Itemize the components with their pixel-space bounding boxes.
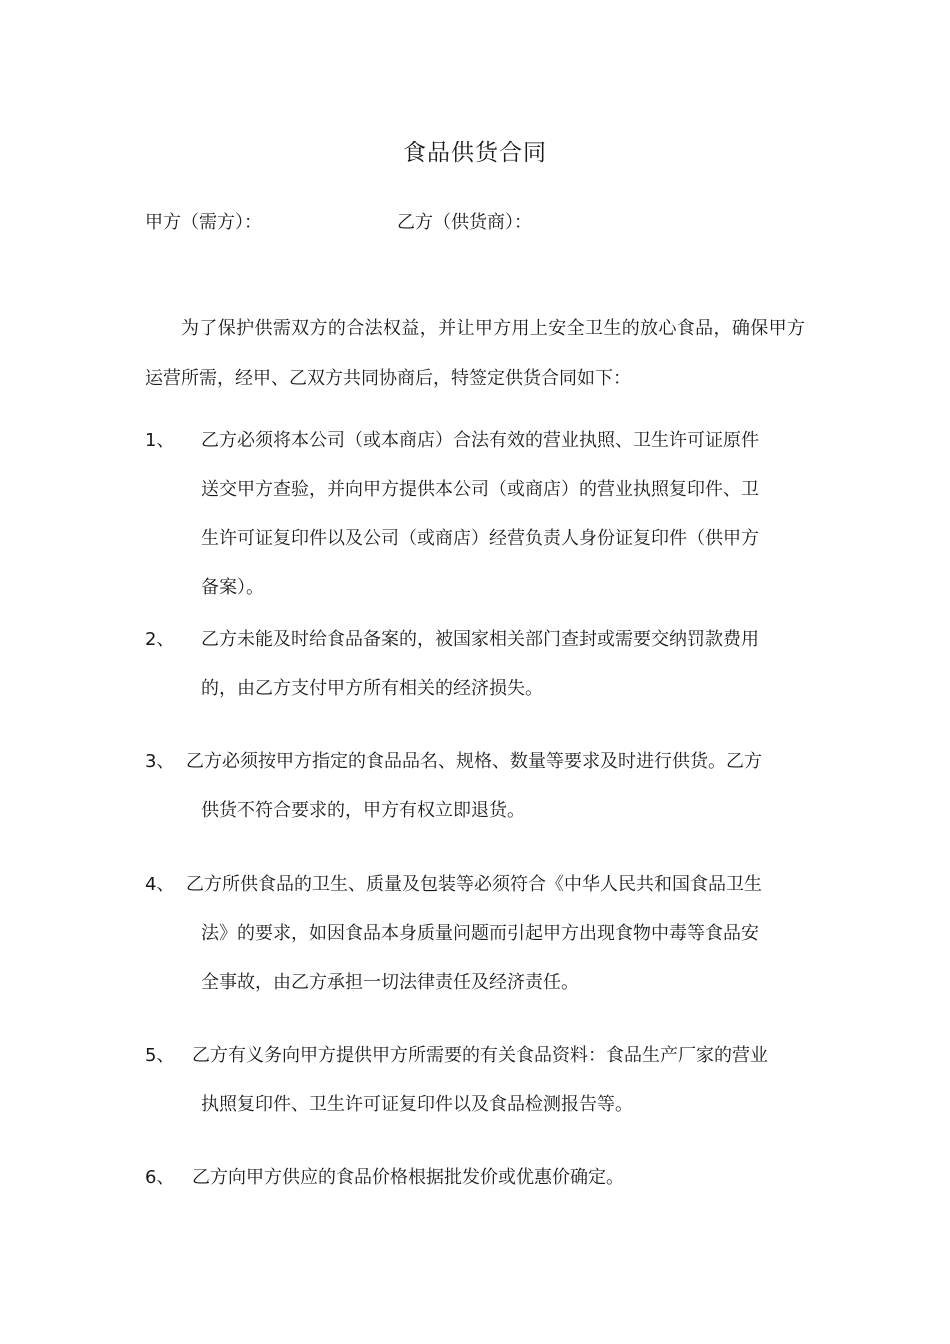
clause-number: 1、 — [145, 430, 175, 451]
clause-number: 3、 — [145, 751, 175, 772]
clause-1 — [145, 416, 810, 612]
clause-body — [192, 1153, 810, 1202]
clause-body — [201, 615, 810, 713]
clause-body — [186, 860, 810, 1007]
clause-body — [186, 737, 810, 835]
clause-line: 备案）。 — [201, 577, 264, 598]
clause-6 — [145, 1153, 810, 1202]
clause-line: 乙方向甲方供应的食品价格根据批发价或优惠价确定。 — [192, 1167, 624, 1188]
clause-line: 法》的要求，如因食品本身质量问题而引起甲方出现食物中毒等食品安 — [201, 923, 759, 944]
clause-body — [192, 1031, 810, 1129]
clause-line: 乙方有义务向甲方提供甲方所需要的有关食品资料：食品生产厂家的营业 — [192, 1045, 768, 1066]
clause-line: 供货不符合要求的，甲方有权立即退货。 — [201, 800, 525, 821]
clause-line: 的，由乙方支付甲方所有相关的经济损失。 — [201, 678, 543, 699]
clause-line: 乙方必须按甲方指定的食品品名、规格、数量等要求及时进行供货。乙方 — [186, 751, 762, 772]
document-title: 食品供货合同 — [403, 140, 547, 166]
clause-line: 送交甲方查验，并向甲方提供本公司（或商店）的营业执照复印件、卫 — [201, 479, 759, 500]
intro-paragraph — [145, 304, 805, 404]
clause-line: 全事故，由乙方承担一切法律责任及经济责任。 — [201, 972, 579, 993]
clause-body — [201, 416, 810, 612]
clause-line: 生许可证复印件以及公司（或商店）经营负责人身份证复印件（供甲方 — [201, 528, 759, 549]
intro-text: 为了保护供需双方的合法权益，并让甲方用上安全卫生的放心食品，确保甲方运营所需，经甲、乙双方共同协商后，特签定供货合同如下： — [145, 318, 805, 389]
clause-number: 4、 — [145, 874, 175, 895]
clause-line: 执照复印件、卫生许可证复印件以及食品检测报告等。 — [201, 1094, 633, 1115]
clause-line: 乙方未能及时给食品备案的，被国家相关部门查封或需要交纳罚款费用 — [201, 629, 759, 650]
clause-5 — [145, 1031, 810, 1129]
clause-4 — [145, 860, 810, 1007]
clause-number: 6、 — [145, 1167, 175, 1188]
clause-number: 2、 — [145, 629, 175, 650]
clause-line: 乙方所供食品的卫生、质量及包装等必须符合《中华人民共和国食品卫生 — [186, 874, 762, 895]
clause-line: 乙方必须将本公司（或本商店）合法有效的营业执照、卫生许可证原件 — [201, 430, 759, 451]
clause-3 — [145, 737, 810, 835]
party-a-label: 甲方（需方）： — [145, 212, 262, 233]
clause-number: 5、 — [145, 1045, 175, 1066]
party-b-label: 乙方（供货商）： — [397, 212, 532, 233]
clause-2 — [145, 615, 810, 713]
